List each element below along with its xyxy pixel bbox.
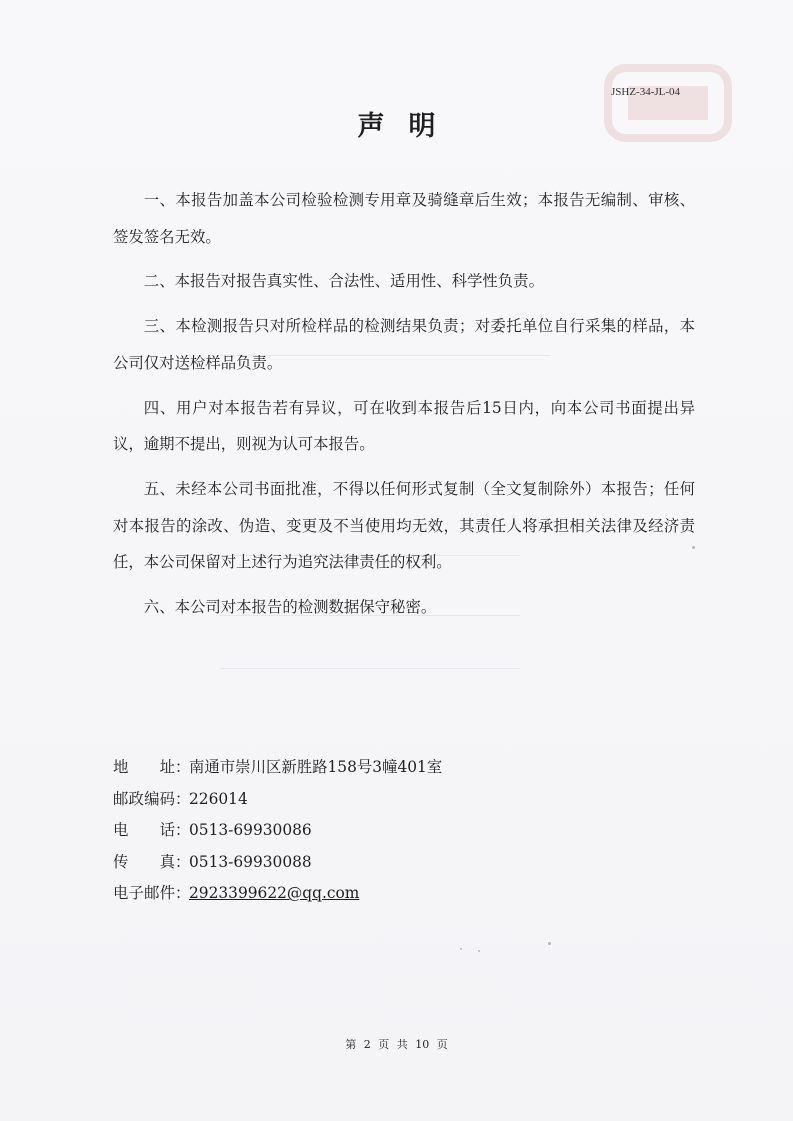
scan-speck: [478, 950, 480, 952]
contact-value: 0513-69930088: [189, 852, 312, 871]
document-code: JSHZ-34-JL-04: [611, 86, 681, 98]
contact-label: 电话: [113, 821, 175, 839]
colon: ：: [175, 852, 191, 871]
contact-email: [113, 878, 613, 910]
colon: ：: [175, 789, 191, 808]
contact-label: 地址: [113, 758, 175, 776]
contact-value: 0513-69930086: [189, 821, 312, 839]
statement-paragraph: 二、本报告对报告真实性、合法性、适用性、科学性负责。: [143, 272, 544, 291]
contact-value: 南通市崇川区新胜路158号3幢401室: [189, 758, 443, 776]
colon: ：: [175, 758, 191, 776]
statement-paragraph: 六、本公司对本报告的检测数据保守秘密。: [143, 598, 437, 617]
page-number: 第 2 页 共 10 页: [345, 1038, 448, 1051]
statement-paragraph: 四、用户对本报告若有异议，可在收到本报告后15日内，向本公司书面提出异议，逾期不提出，则视为认可本报告。: [113, 398, 695, 454]
contact-info: [113, 752, 613, 910]
scan-speck: [548, 942, 551, 945]
colon: ：: [175, 884, 191, 902]
show-through-line: [220, 668, 520, 669]
contact-phone: [113, 815, 613, 847]
scan-speck: [460, 948, 462, 950]
page-title: 声明: [357, 111, 460, 142]
statement-paragraph: 五、未经本公司书面批准，不得以任何形式复制（全文复制除外）本报告；任何对本报告的涂改、伪造、变更及不当使用均无效，其责任人将承担相关法律及经济责任，本公司保留对上述行为追究法律责任的权利。: [113, 479, 695, 572]
email-link[interactable]: 2923399622@qq.com: [189, 884, 360, 902]
contact-postcode: [113, 784, 613, 816]
statement-paragraph: 三、本检测报告只对所检样品的检测结果负责；对委托单位自行采集的样品，本公司仅对送检样品负责。: [113, 317, 695, 372]
contact-fax: [113, 847, 613, 879]
contact-label: 邮政编码: [113, 789, 175, 808]
statement-body: [113, 182, 695, 634]
contact-address: [113, 752, 613, 784]
contact-label: 传真: [113, 852, 175, 871]
statement-paragraph: 一、本报告加盖本公司检验检测专用章及骑缝章后生效；本报告无编制、审核、签发签名无效。: [113, 191, 695, 246]
colon: ：: [175, 821, 191, 839]
contact-label: 电子邮件: [113, 884, 175, 902]
contact-value: 226014: [189, 789, 248, 808]
